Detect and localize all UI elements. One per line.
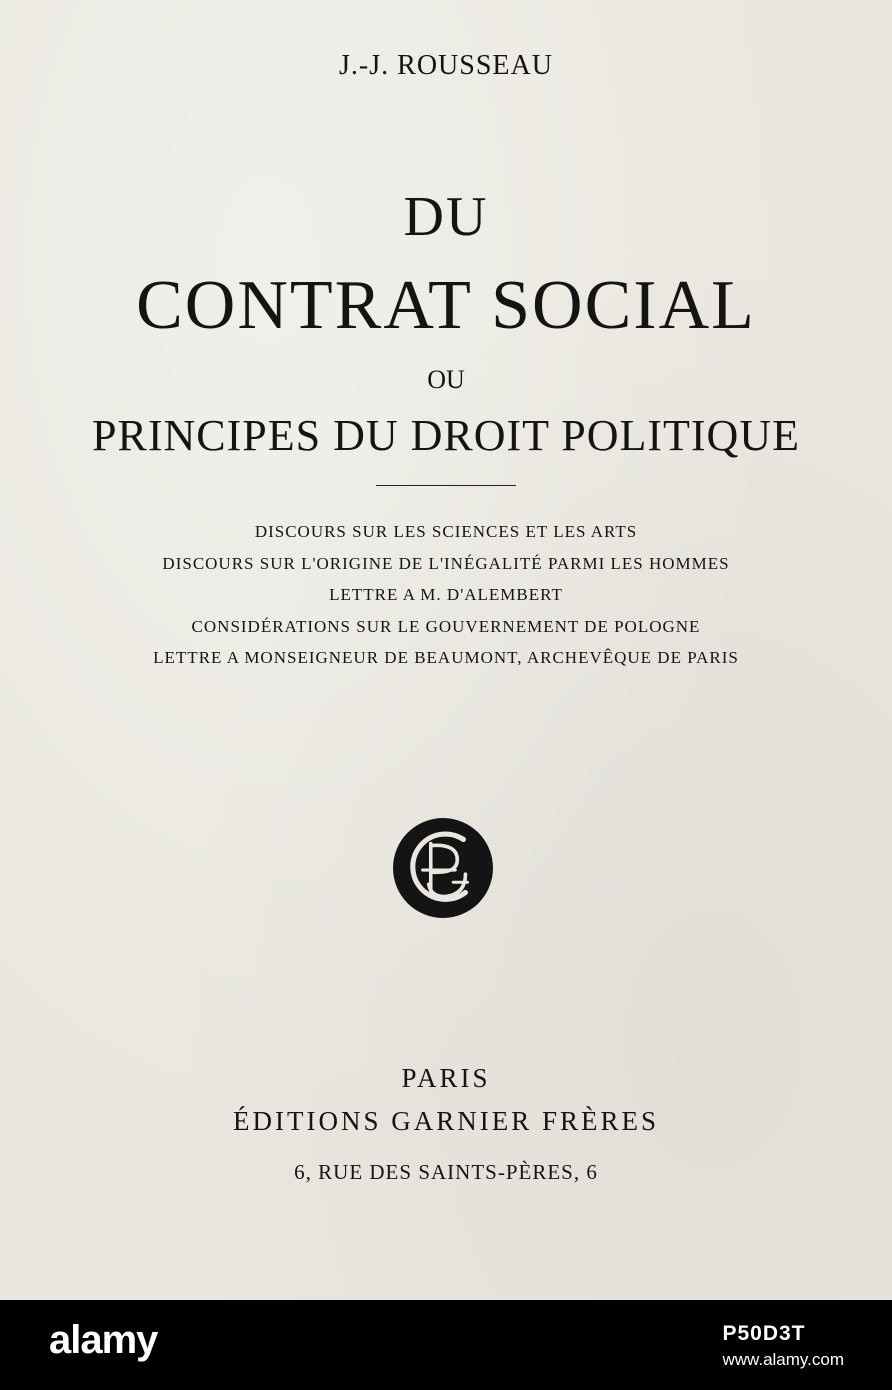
image-id: P50D3T: [722, 1322, 806, 1345]
work-item: LETTRE A MONSEIGNEUR DE BEAUMONT, ARCHEVÊQUE DE PARIS: [153, 648, 739, 667]
work-item: CONSIDÉRATIONS SUR LE GOUVERNEMENT DE POLOGNE: [191, 616, 701, 636]
works-list: [0, 516, 892, 674]
title-line-2: CONTRAT SOCIAL: [136, 267, 756, 344]
watermark-bar: [0, 1300, 892, 1390]
alamy-logo: alamy: [49, 1318, 158, 1362]
work-item: DISCOURS SUR LES SCIENCES ET LES ARTS: [254, 522, 638, 541]
subtitle: PRINCIPES DU DROIT POLITIQUE: [92, 411, 800, 460]
title-divider: [376, 485, 516, 486]
publisher-address: 6, RUE DES SAINTS-PÈRES, 6: [294, 1160, 598, 1184]
work-item: DISCOURS SUR L'ORIGINE DE L'INÉGALITÉ PARMI LES HOMMES: [162, 553, 730, 573]
title-conjunction: OU: [427, 365, 465, 394]
publisher-city: PARIS: [401, 1063, 491, 1093]
author-name: J.-J. ROUSSEAU: [339, 50, 553, 81]
publisher-monogram-logo-icon: [392, 817, 494, 919]
publisher-name: ÉDITIONS GARNIER FRÈRES: [232, 1106, 659, 1136]
work-item: LETTRE A M. D'ALEMBERT: [329, 585, 563, 604]
image-id-block: [722, 1322, 844, 1370]
title-line-1: DU: [403, 186, 489, 248]
site-url: www.alamy.com: [722, 1350, 844, 1369]
